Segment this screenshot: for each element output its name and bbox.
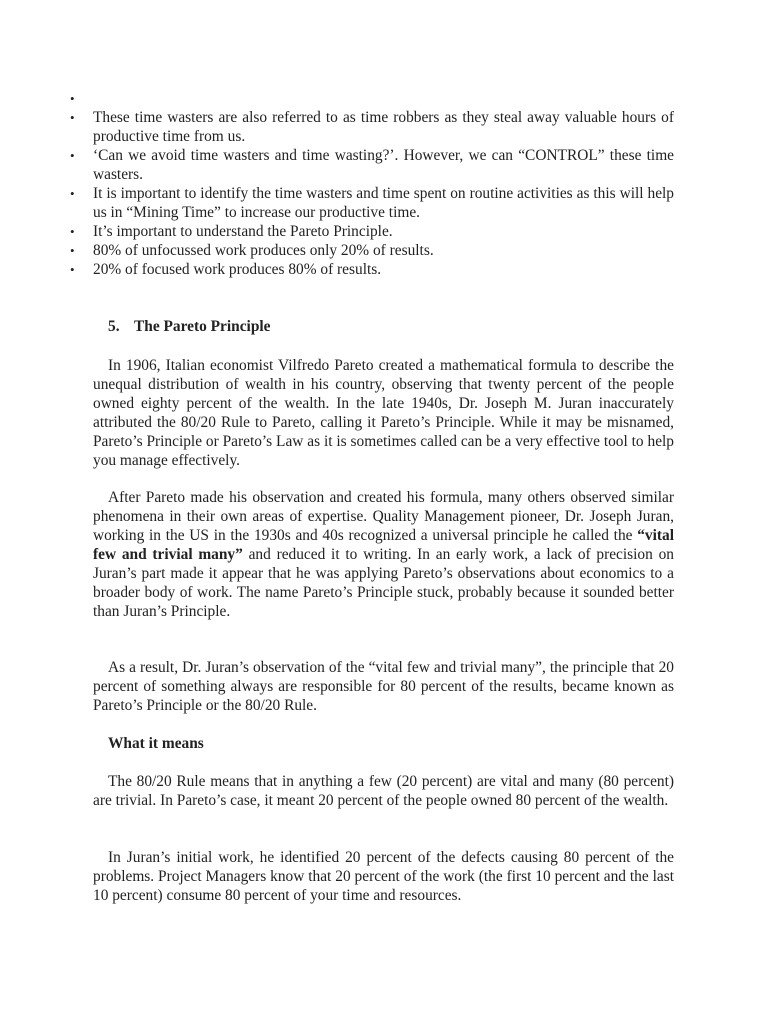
paragraph-rule-meaning: The 80/20 Rule means that in anything a few (20 percent) are vital and many (80 percent) are trivial. In Pareto’s case, it meant 20 percent of the people owned 80 percent of the wealth. <box>93 773 674 809</box>
bold-phrase: “vital few and trivial many” <box>93 527 674 563</box>
paragraph-text: After Pareto made his observation and created his formula, many others observed similar phenomena in their own areas of expertise. Quality Management pioneer, Dr. Joseph Juran, working in the US in the 1930s and 40s recognized a universal principle he called the <box>93 489 674 544</box>
list-item: • 80% of unfocussed work produces only 20% of results. <box>93 241 674 260</box>
list-item: • ‘Can we avoid time wasters and time wasting?’. However, we can “CONTROL” these time wasters. <box>93 146 674 184</box>
paragraph-juran-initial-work: In Juran’s initial work, he identified 20 percent of the defects causing 80 percent of the problems. Project Managers know that 20 percent of the work (the first 10 percent and the last 10 percent) consume 80 percent of your time and resources. <box>93 849 674 904</box>
list-item: • These time wasters are also referred to as time robbers as they steal away valuable hours of productive time from us. <box>93 108 674 146</box>
section-title: The Pareto Principle <box>134 318 271 335</box>
list-item: • 20% of focused work produces 80% of results. <box>93 260 674 279</box>
time-wasters-list <box>93 89 674 279</box>
section-number: 5. <box>108 318 120 335</box>
subheading-what-it-means: What it means <box>108 735 204 752</box>
paragraph-juran-observation <box>93 488 674 621</box>
list-item: • It’s important to understand the Pareto Principle. <box>93 222 674 241</box>
paragraph-pareto-history: In 1906, Italian economist Vilfredo Pareto created a mathematical formula to describe the unequal distribution of wealth in his country, observing that twenty percent of the people owned eighty percent of the wealth. In the late 1940s, Dr. Joseph M. Juran inaccurately attributed the 80/20 Rule to Pareto, calling it Pareto’s Principle. While it may be misnamed, Pareto’s Principle or Pareto’s Law as it is sometimes called can be a very effective tool to help you manage effectively. <box>93 357 674 469</box>
paragraph-result: As a result, Dr. Juran’s observation of the “vital few and trivial many”, the principle that 20 percent of something always are responsible for 80 percent of the results, became known as Pareto’s Principle or the 80/20 Rule. <box>93 659 674 714</box>
list-item: • It is important to identify the time wasters and time spent on routine activities as this will help us in “Mining Time” to increase our productive time. <box>93 184 674 222</box>
list-item <box>93 89 674 108</box>
section-heading <box>108 317 271 336</box>
paragraph-text: and reduced it to writing. In an early work, a lack of precision on Juran’s part made it appear that he was applying Pareto’s observations about economics to a broader body of work. The name Pareto’s Principle stuck, probably because it sounded better than Juran’s Principle. <box>93 546 674 620</box>
